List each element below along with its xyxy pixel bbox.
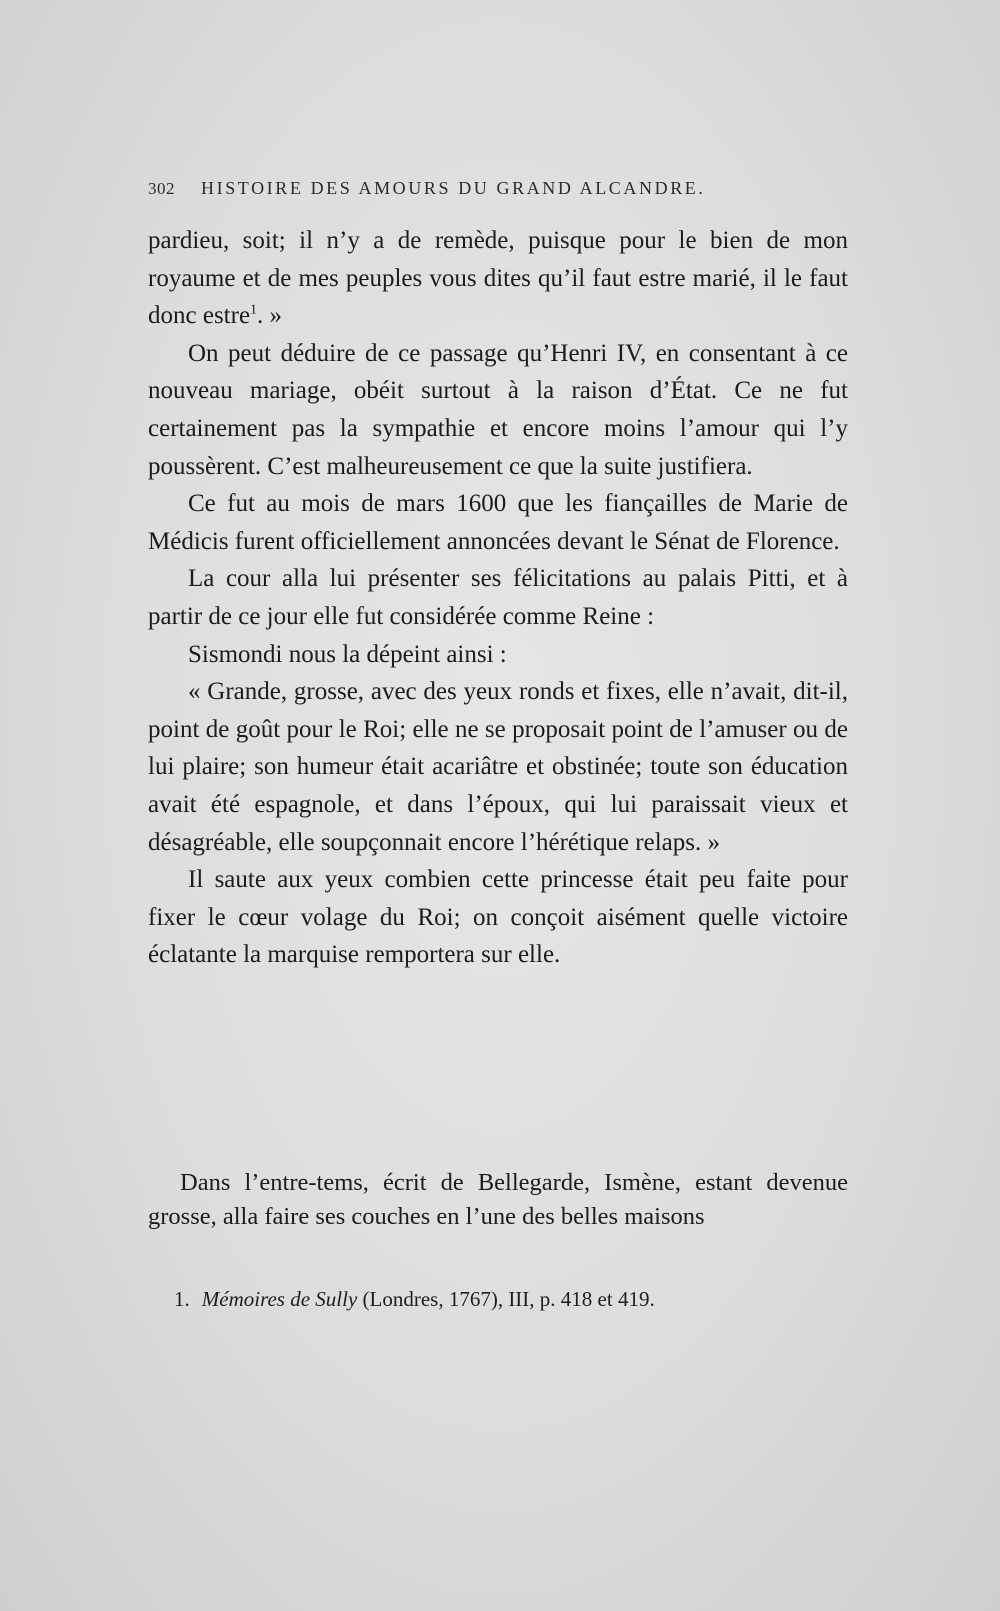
running-title: HISTOIRE DES AMOURS DU GRAND ALCANDRE. bbox=[201, 178, 706, 198]
paragraph: On peut déduire de ce passage qu’Henri IV, en consentant à ce nouveau mariage, obéit surtout à la raison d’État. Ce ne fut certainement pas la sympathie et encore moins l’amour qui l’y poussèrent. C’est malheureusement ce que la suite justifiera. bbox=[148, 339, 848, 480]
footnote bbox=[174, 1287, 854, 1312]
footnote-title: Mémoires de Sully bbox=[201, 1287, 358, 1311]
running-header bbox=[148, 178, 848, 199]
paragraph-continuation bbox=[148, 222, 848, 335]
footnote-reference[interactable]: 1 bbox=[250, 302, 258, 318]
main-text bbox=[148, 222, 848, 974]
paragraph: Sismondi nous la dépeint ainsi : bbox=[188, 640, 507, 668]
paragraph: La cour alla lui présenter ses félicitations au palais Pitti, et à partir de ce jour elle fut considérée comme Reine : bbox=[148, 565, 848, 630]
footnote-text: (Londres, 1767), III, p. 418 et 419. bbox=[357, 1287, 655, 1311]
paragraph: Il saute aux yeux combien cette princesse était peu faite pour fixer le cœur volage du Roi; on conçoit aisément quelle victoire éclatante la marquise remportera sur elle. bbox=[148, 866, 848, 969]
quote-close: . » bbox=[257, 302, 283, 330]
paragraph-text: pardieu, soit; il n’y a de remède, puisque pour le bien de mon royaume et de mes peuples vous dites qu’il faut estre marié, il le faut donc estre bbox=[148, 227, 848, 330]
paragraph: Dans l’entre-tems, écrit de Bellegarde, Ismène, estant devenue grosse, alla faire ses couches en l’une des belles maisons bbox=[148, 1169, 848, 1230]
section-text bbox=[148, 1166, 848, 1234]
paragraph: Ce fut au mois de mars 1600 que les fiançailles de Marie de Médicis furent officiellement annoncées devant le Sénat de Florence. bbox=[148, 490, 848, 555]
paragraph-quote: « Grande, grosse, avec des yeux ronds et fixes, elle n’avait, dit-il, point de goût pour le Roi; elle ne se proposait point de l’amuser ou de lui plaire; son humeur était acariâtre et obstinée; toute son éducation avait été espagnole, et dans l’époux, qui lui paraissait vieux et désagréable, elle soupçonnait encore l’hérétique relaps. » bbox=[148, 678, 848, 856]
footnote-number: 1. bbox=[174, 1287, 190, 1311]
page-number: 302 bbox=[148, 179, 175, 198]
